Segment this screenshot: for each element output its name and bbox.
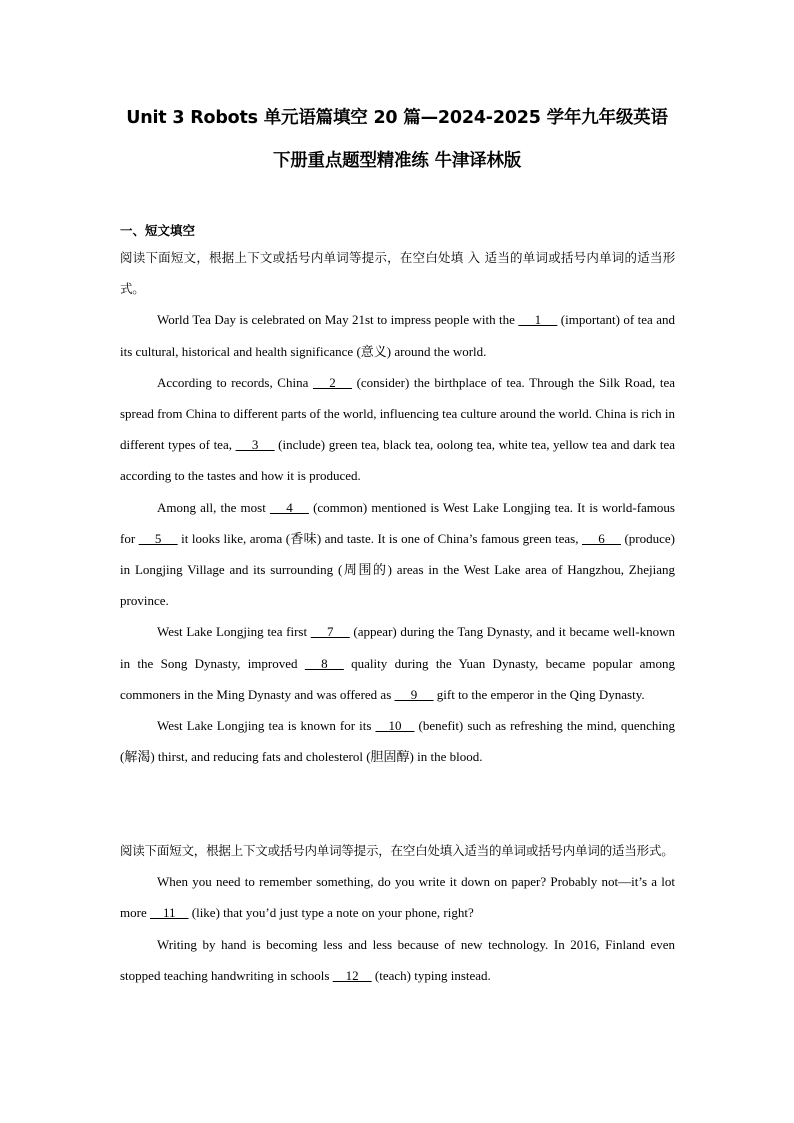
- document-title-line-1: Unit 3 Robots 单元语篇填空 20 篇—2024-2025 学年九年级英语: [126, 108, 668, 128]
- blank-1[interactable]: 1: [518, 312, 558, 328]
- passage-2-paragraph: When you need to remember something, do you write it down on paper? Probably not—it’s a lot more 11 (like) that you’d just type a note on your phone, right?: [120, 866, 675, 928]
- blank-3[interactable]: 3: [235, 437, 275, 453]
- blank-8[interactable]: 8: [304, 655, 344, 671]
- blank-6[interactable]: 6: [581, 530, 621, 546]
- blank-10[interactable]: 10: [375, 718, 415, 734]
- passage-1-paragraph: World Tea Day is celebrated on May 21st to impress people with the 1 (important) of tea and its cultural, historical and health significance (意义) around the world.: [120, 304, 675, 366]
- blank-9[interactable]: 9: [394, 686, 434, 702]
- passage-1-paragraph: Among all, the most 4 (common) mentioned is West Lake Longjing tea. It is world-famous for 5 it looks like, aroma (香味) and taste. It is one of China’s famous green teas, 6 (produce) in Longjing Village and its surrounding (周围的) areas in the West Lake area of Hangzhou, Zhejiang province.: [120, 492, 675, 617]
- blank-4[interactable]: 4: [269, 499, 309, 515]
- passage-2-instruction: 阅读下面短文，根据上下文或括号内单词等提示，在空白处填入适当的单词或括号内单词的适当形式。: [120, 843, 674, 858]
- passage-2-paragraphs: [120, 866, 675, 991]
- passage-2: [120, 835, 675, 991]
- blank-11[interactable]: 11: [149, 905, 189, 921]
- blank-5[interactable]: 5: [138, 530, 178, 546]
- blank-7[interactable]: 7: [310, 624, 350, 640]
- passage-1-paragraphs: [120, 304, 675, 772]
- blank-2[interactable]: 2: [312, 374, 352, 390]
- passage-1-paragraph: West Lake Longjing tea is known for its 10 (benefit) such as refreshing the mind, quenching (解渴) thirst, and reducing fats and cholesterol (胆固醇) in the blood.: [120, 710, 675, 772]
- blank-12[interactable]: 12: [332, 967, 372, 983]
- passage-1: [120, 242, 675, 772]
- section-heading: 一、短文填空: [120, 223, 196, 238]
- document-title-line-2: 下册重点题型精准练 牛津译林版: [272, 151, 522, 171]
- passage-1-paragraph: West Lake Longjing tea first 7 (appear) during the Tang Dynasty, and it became well-known in the Song Dynasty, improved 8 quality during the Yuan Dynasty, became popular among commoners in the Ming Dynasty and was offered as 9 gift to the emperor in the Qing Dynasty.: [120, 616, 675, 710]
- passage-2-paragraph: Writing by hand is becoming less and less because of new technology. In 2016, Finland even stopped teaching handwriting in schools 12 (teach) typing instead.: [120, 929, 675, 991]
- passage-1-paragraph: According to records, China 2 (consider) the birthplace of tea. Through the Silk Road, tea spread from China to different parts of the world, influencing tea culture around the world. China is rich in different types of tea, 3 (include) green tea, black tea, oolong tea, white tea, yellow tea and dark tea according to the tastes and how it is produced.: [120, 367, 675, 492]
- passage-1-instruction: 阅读下面短文，根据上下文或括号内单词等提示，在空白处填 入 适当的单词或括号内单词的适当形式。: [120, 250, 675, 297]
